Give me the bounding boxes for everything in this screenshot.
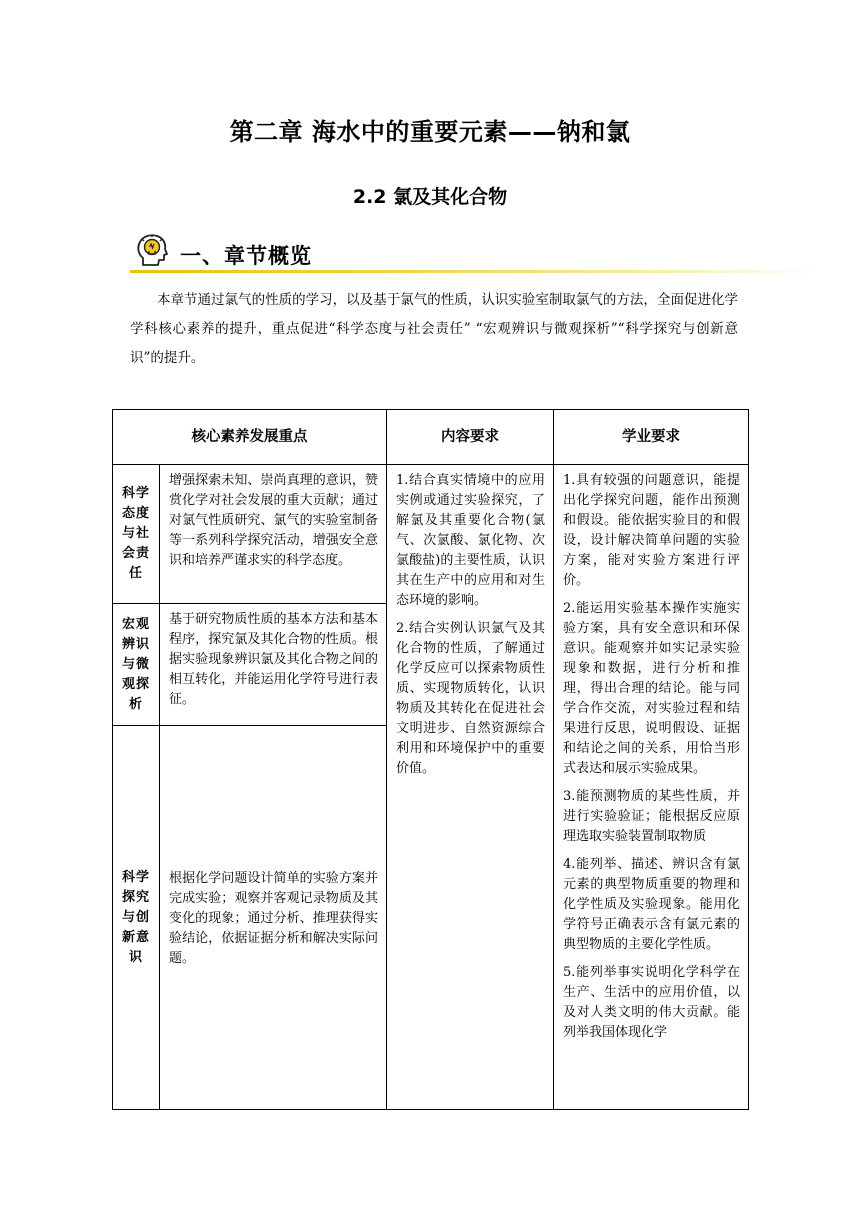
lightbulb-head-icon <box>134 232 170 268</box>
overview-table <box>112 409 749 1110</box>
chapter-title: 第二章 海水中的重要元素——钠和氯 <box>229 118 631 146</box>
row-label: 宏观辨识与微观探析 <box>113 604 160 726</box>
header-content-requirements: 内容要求 <box>387 410 554 465</box>
table-row <box>113 465 749 604</box>
header-academic-requirements: 学业要求 <box>554 410 749 465</box>
intro-paragraph: 本章节通过氯气的性质的学习，以及基于氯气的性质，认识实验室制取氯气的方法，全面促进化学学科核心素养的提升，重点促进“科学态度与社会责任” “宏观辨识与微观探析”“科学探究与创新意识”的提升。 <box>130 292 738 366</box>
section-title: 一、章节概览 <box>180 244 312 268</box>
header-core-literacy: 核心素养发展重点 <box>113 410 387 465</box>
academic-item: 3.能预测物质的某些性质，并进行实验验证；能根据反应原理选取实验装置制取物质 <box>563 789 740 844</box>
section-header <box>130 232 820 276</box>
academic-requirements-cell <box>554 465 749 1110</box>
content-requirements-cell <box>387 465 554 1110</box>
section-underline <box>130 270 820 273</box>
row-text: 增强探索未知、崇尚真理的意识，赞赏化学对社会发展的重大贡献；通过对氯气性质研究、氯气的实验室制备等一系列科学探究活动，增强安全意识和培养严谨求实的科学态度。 <box>160 465 387 604</box>
row-text: 根据化学问题设计简单的实验方案并完成实验；观察并客观记录物质及其变化的现象；通过分析、推理获得实验结论，依据证据分析和解决实际问题。 <box>160 726 387 1110</box>
table-header-row <box>113 410 749 465</box>
row-label: 科学探究与创新意识 <box>113 726 160 1110</box>
academic-item: 4.能列举、描述、辨识含有氯元素的典型物质重要的物理和化学性质及实验现象。能用化学符号正确表示含有氯元素的典型物质的主要化学性质。 <box>563 857 740 952</box>
academic-item: 5.能列举事实说明化学科学在生产、生活中的应用价值，以及对人类文明的伟大贡献。能列举我国体现化学 <box>563 965 740 1040</box>
academic-item: 2.能运用实验基本操作实施实验方案，具有安全意识和环保意识。能观察并如实记录实验现象和数据，进行分析和推理，得出合理的结论。能与同学合作交流，对实验过程和结果进行反思，说明假设、证据和结论之间的关系，用恰当形式表达和展示实验成果。 <box>563 601 740 776</box>
content-item: 1.结合真实情境中的应用实例或通过实验探究，了解氯及其重要化合物(氯气、次氯酸、氯化物、次氯酸盐)的主要性质，认识其在生产中的应用和对生态环境的影响。 <box>396 473 545 608</box>
row-label: 科学态度与社会责任 <box>113 465 160 604</box>
academic-item: 1.具有较强的问题意识，能提出化学探究问题，能作出预测和假设。能依据实验目的和假设，设计解决简单问题的实验方案，能对实验方案进行评价。 <box>563 473 740 588</box>
row-text: 基于研究物质性质的基本方法和基本程序，探究氯及其化合物的性质。根据实验现象辨识氯及其化合物之间的相互转化，并能运用化学符号进行表征。 <box>160 604 387 726</box>
section-subtitle: 2.2 氯及其化合物 <box>352 186 508 208</box>
content-item: 2.结合实例认识氯气及其化合物的性质，了解通过化学反应可以探索物质性质、实现物质转化，认识物质及其转化在促进社会文明进步、自然资源综合利用和环境保护中的重要价值。 <box>396 621 545 776</box>
